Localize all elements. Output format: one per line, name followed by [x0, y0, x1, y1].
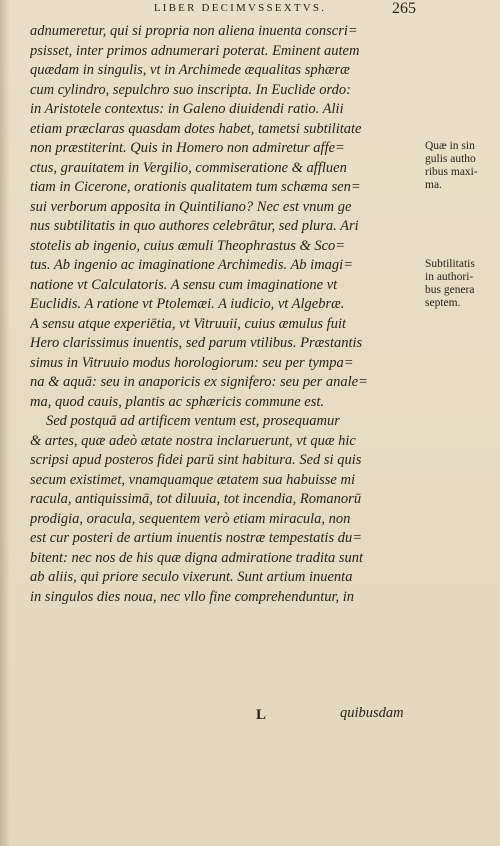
text-line: ctus, grauitatem in Vergilio, commiseratione & affluen [30, 159, 347, 176]
text-line: stotelis ab ingenio, cuius æmuli Theophrastus & Sco= [30, 237, 346, 254]
text-line: sui verborum apposita in Quintiliano? Nec est vnum ge [30, 198, 352, 215]
margin-note-line: bus genera [425, 284, 475, 296]
text-line: ma, quod cauis, plantis ac sphæricis commune est. [30, 393, 325, 410]
text-line: cum cylindro, sepulchro suo inscripta. In Euclide ordo: [30, 81, 351, 98]
margin-note-line: Quæ in sin [425, 140, 475, 152]
margin-note-line: Subtilitatis [425, 258, 475, 270]
signature-mark: L [256, 707, 267, 723]
text-line: tus. Ab ingenio ac imaginatione Archimedis. Ab imagi= [30, 257, 353, 273]
running-head: LIBER DECIMVSSEXTVS. [153, 2, 327, 14]
margin-note-subtilitatis [425, 258, 497, 310]
catchword: quibusdam [340, 705, 404, 721]
text-line: simus in Vitruuio modus horologiorum: seu per tympa= [30, 354, 354, 371]
text-line: Euclidis. A ratione vt Ptolemæi. A iudicio, vt Algebræ. [30, 296, 345, 312]
spine-shadow [0, 0, 10, 846]
text-line: est cur posteri de artium inuentis nostræ tempestatis du= [30, 530, 362, 546]
text-line: ab aliis, qui priore seculo vixerunt. Sunt artium inuenta [30, 569, 353, 585]
text-line: natione vt Calculatoris. A sensu cum imaginatione vt [30, 276, 338, 293]
text-line: & artes, quæ adeò ætate nostra inclaruerunt, vt quæ hic [30, 432, 356, 449]
text-line: prodigia, oracula, sequentem verò etiam miracula, non [30, 510, 351, 527]
text-line: tiam in Cicerone, orationis qualitatem tum schæma sen= [30, 179, 361, 195]
text-line: Hero clarissimus inuentis, sed parum vtilibus. Præstantis [30, 335, 363, 351]
text-line: adnumeretur, qui si propria non aliena inuenta conscri= [30, 23, 358, 39]
text-line: non præstiterint. Quis in Homero non admiretur affe= [30, 140, 345, 156]
text-line: racula, antiquissimā, tot diluuia, tot incendia, Romanorū [30, 491, 362, 507]
text-line: scripsi apud posteros fidei parū sint habitura. Sed si quis [30, 452, 362, 468]
text-line: na & aquā: seu in anaporicis ex signifero: seu per anale= [30, 374, 368, 390]
text-line: bitent: nec nos de his quæ digna admiratione tradita sunt [30, 549, 364, 566]
text-line: A sensu atque experiētia, vt Vitruuii, cuius æmulus fuit [30, 315, 347, 332]
margin-note-line: ma. [425, 179, 442, 191]
text-line: etiam præclaras quasdam dotes habet, tametsi subtilitate [30, 120, 362, 137]
text-line: quædam in singulis, vt in Archimede æqualitas sphæræ [30, 62, 350, 78]
main-text-block [30, 22, 416, 607]
margin-note-singulis [425, 140, 497, 192]
text-line: psisset, inter primos adnumerari poterat. Eminent autem [30, 42, 360, 59]
text-line: in singulos dies noua, nec vllo fine comprehenduntur, in [30, 588, 355, 605]
margin-note-line: gulis autho [425, 153, 476, 165]
text-line: nus subtilitatis in quo authores celebrātur, sed plura. Ari [30, 218, 359, 234]
margin-note-line: septem. [425, 297, 461, 309]
page-number: 265 [392, 0, 416, 17]
text-line: secum existimet, vnamquamque ætatem sua habuisse mi [30, 471, 355, 488]
margin-note-line: in authori- [425, 271, 474, 283]
margin-note-line: ribus maxi- [425, 166, 478, 178]
text-line: Sed postquā ad artificem ventum est, prosequamur [46, 413, 340, 429]
text-line: in Aristotele contextus: in Galeno diuidendi ratio. Alii [30, 101, 344, 117]
